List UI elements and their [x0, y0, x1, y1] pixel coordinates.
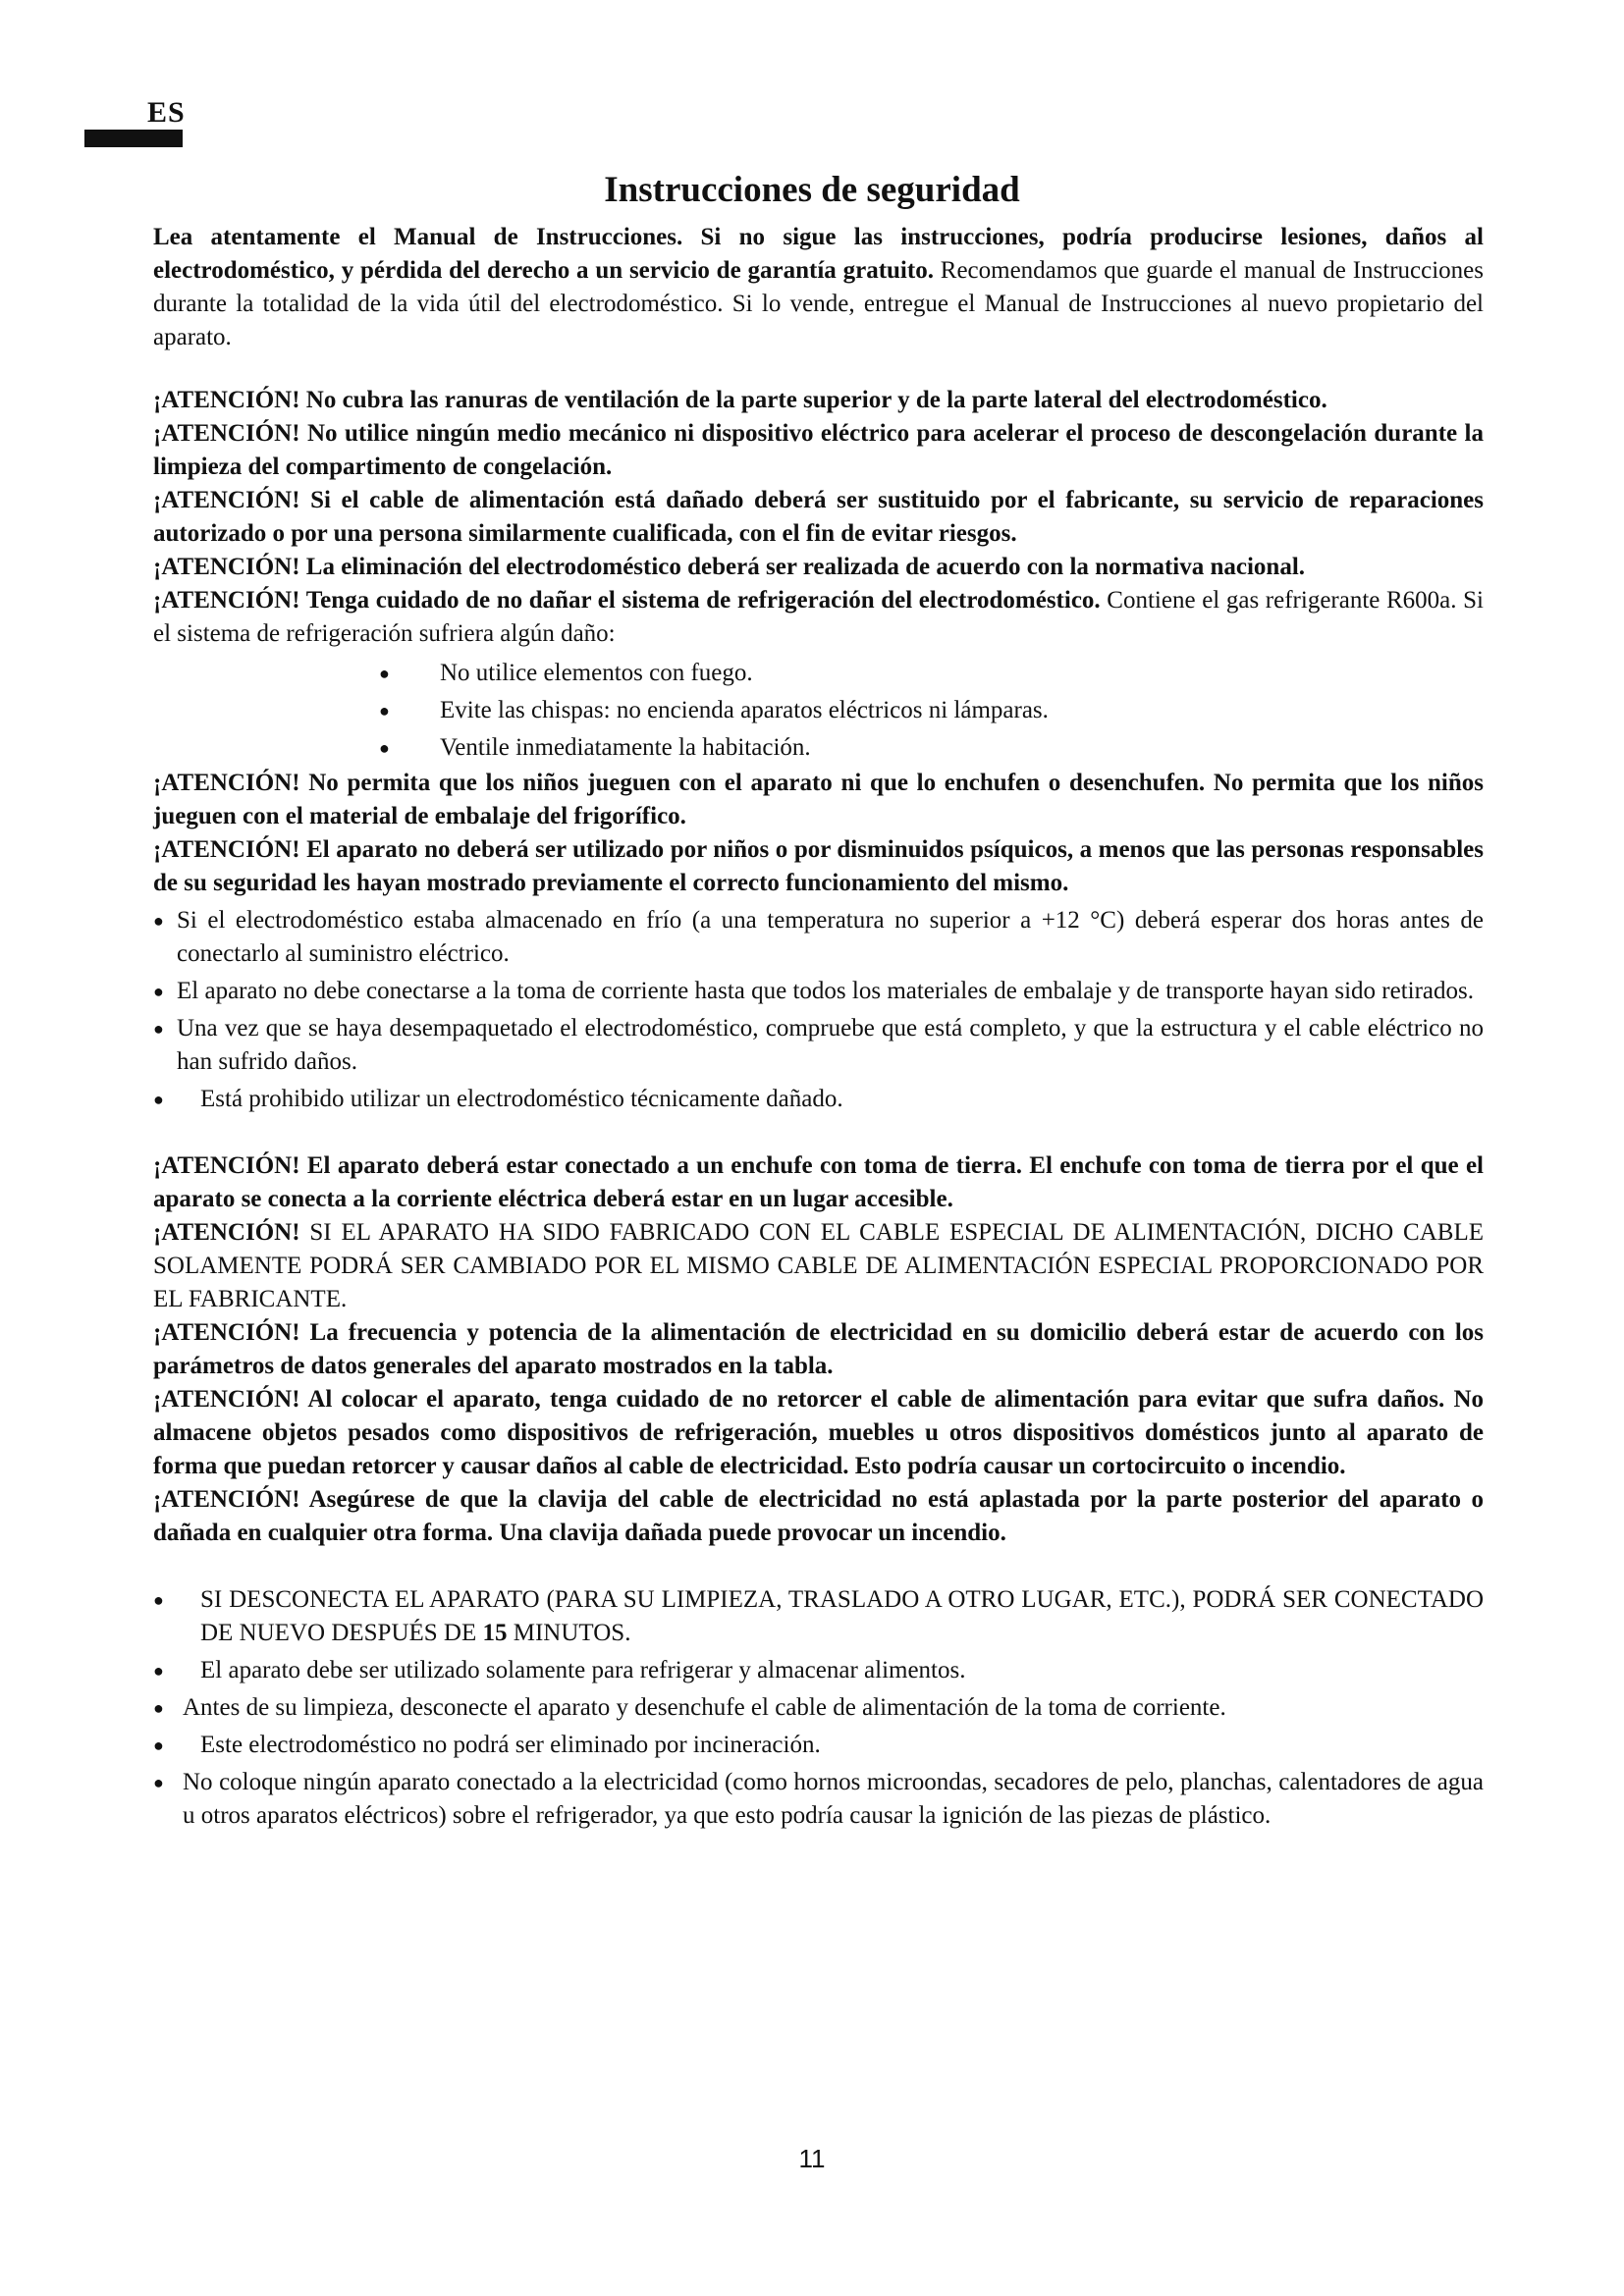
- attention-label: ¡ATENCIÓN!: [153, 487, 300, 513]
- warning-12: [153, 1483, 1484, 1550]
- attention-label: ¡ATENCIÓN!: [153, 836, 300, 863]
- warning-text: La eliminación del electrodoméstico deberá ser realizada de acuerdo con la normativa nacional.: [299, 554, 1306, 580]
- reconnect-unit: MINUTOS.: [507, 1620, 631, 1646]
- warning-8: [153, 1149, 1484, 1216]
- attention-label: ¡ATENCIÓN!: [153, 1319, 300, 1346]
- reconnect-text: SI DESCONECTA EL APARATO (PARA SU LIMPIEZA, TRASLADO A OTRO LUGAR, ETC.), PODRÁ SER CONECTADO DE NUEVO DESPUÉS DE: [200, 1586, 1484, 1646]
- list-item: ● No utilice elementos con fuego.: [379, 655, 1484, 692]
- language-bar: [84, 130, 183, 147]
- intro-bold: Lea atentamente el Manual de Instrucciones. Si no sigue las instrucciones, podría producirse lesiones, daños al electrodoméstico, y pérdida del derecho a un servicio de garantía gratuito.: [153, 224, 1484, 284]
- warning-text: No cubra las ranuras de ventilación de la parte superior y de la parte lateral del electrodoméstico.: [299, 387, 1327, 413]
- language-code: ES: [147, 96, 186, 129]
- warning-2: [153, 417, 1484, 484]
- warning-6: [153, 767, 1484, 833]
- usage-bullets: [153, 1583, 1484, 1833]
- attention-label: ¡ATENCIÓN!: [153, 1486, 300, 1513]
- list-item: ● Está prohibido utilizar un electrodoméstico técnicamente dañado.: [153, 1083, 1484, 1116]
- warning-text: Asegúrese de que la clavija del cable de electricidad no está aplastada por la parte posterior del aparato o dañada en cualquier otra forma. Una clavija dañada puede provocar un incendio.: [153, 1486, 1484, 1546]
- warning-text: Si el cable de alimentación está dañado deberá ser sustituido por el fabricante, su servicio de reparaciones autorizado o por una persona similarmente cualificada, con el fin de evitar riesgos.: [153, 487, 1484, 547]
- fire-safety-list: [153, 655, 1484, 767]
- warning-text-normal: Contiene el gas refrigerante R600a. Si el sistema de refrigeración sufriera algún daño:: [153, 587, 1484, 647]
- page-number: 11: [798, 2144, 826, 2173]
- warning-text: No permita que los niños jueguen con el aparato ni que lo enchufen o desenchufen. No permita que los niños jueguen con el material de embalaje del frigorífico.: [153, 770, 1484, 829]
- list-item: ● Este electrodoméstico no podrá ser eliminado por incineración.: [153, 1729, 1484, 1762]
- spacer: [153, 1120, 1484, 1149]
- document-body: [153, 221, 1484, 1837]
- spacer: [153, 1550, 1484, 1579]
- warning-3: [153, 484, 1484, 551]
- warning-10: [153, 1316, 1484, 1383]
- attention-label: ¡ATENCIÓN!: [153, 387, 300, 413]
- attention-label: ¡ATENCIÓN!: [153, 420, 300, 447]
- warning-text: El aparato no deberá ser utilizado por niños o por disminuidos psíquicos, a menos que las personas responsables de su seguridad les hayan mostrado previamente el correcto funcionamiento del mismo.: [153, 836, 1484, 896]
- warning-text: El aparato deberá estar conectado a un enchufe con toma de tierra. El enchufe con toma de tierra por el que el aparato se conecta a la corriente eléctrica deberá estar en un lugar accesible.: [153, 1152, 1484, 1212]
- attention-label: ¡ATENCIÓN!: [153, 1152, 300, 1179]
- warning-text: SI EL APARATO HA SIDO FABRICADO CON EL CABLE ESPECIAL DE ALIMENTACIÓN, DICHO CABLE SOLAMENTE PODRÁ SER CAMBIADO POR EL MISMO CABLE DE ALIMENTACIÓN ESPECIAL PROPORCIONADO POR EL FABRICANTE.: [153, 1219, 1484, 1312]
- attention-label: ¡ATENCIÓN!: [153, 1386, 300, 1413]
- warning-text: Al colocar el aparato, tenga cuidado de no retorcer el cable de alimentación para evitar que sufra daños. No almacene objetos pesados como dispositivos de refrigeración, muebles u otros dispositivos domésticos junto al aparato de forma que puedan retorcer y causar daños al cable de electricidad. Esto podría causar un cortocircuito o incendio.: [153, 1386, 1484, 1479]
- list-item: ● Evite las chispas: no encienda aparatos eléctricos ni lámparas.: [379, 692, 1484, 729]
- warning-1: [153, 384, 1484, 417]
- warning-text: La frecuencia y potencia de la alimentación de electricidad en su domicilio deberá estar de acuerdo con los parámetros de datos generales del aparato mostrados en la tabla.: [153, 1319, 1484, 1379]
- warning-text: Tenga cuidado de no dañar el sistema de refrigeración del electrodoméstico.: [299, 587, 1101, 614]
- warning-9: [153, 1216, 1484, 1316]
- intro-normal: Recomendamos que guarde el manual de Instrucciones durante la totalidad de la vida útil del electrodoméstico. Si lo vende, entregue el Manual de Instrucciones al nuevo propietario del aparato.: [153, 257, 1484, 350]
- attention-label: ¡ATENCIÓN!: [153, 554, 300, 580]
- page-title: Instrucciones de seguridad: [604, 170, 1020, 210]
- list-item: ● Una vez que se haya desempaquetado el electrodoméstico, compruebe que está completo, y que la estructura y el cable eléctrico no han sufrido daños.: [153, 1012, 1484, 1079]
- attention-label: ¡ATENCIÓN!: [153, 1219, 300, 1246]
- spacer: [153, 354, 1484, 384]
- warning-11: [153, 1383, 1484, 1483]
- list-item: ● Antes de su limpieza, desconecte el aparato y desenchufe el cable de alimentación de la toma de corriente.: [153, 1691, 1484, 1725]
- attention-label: ¡ATENCIÓN!: [153, 587, 300, 614]
- list-item: ● El aparato debe ser utilizado solamente para refrigerar y almacenar alimentos.: [153, 1654, 1484, 1687]
- list-item: ● Si el electrodoméstico estaba almacenado en frío (a una temperatura no superior a +12 °C) deberá esperar dos horas antes de conectarlo al suministro eléctrico.: [153, 904, 1484, 971]
- warning-7: [153, 833, 1484, 900]
- warning-text: No utilice ningún medio mecánico ni dispositivo eléctrico para acelerar el proceso de descongelación durante la limpieza del compartimento de congelación.: [153, 420, 1484, 480]
- list-item: ● El aparato no debe conectarse a la toma de corriente hasta que todos los materiales de embalaje y de transporte hayan sido retirados.: [153, 975, 1484, 1008]
- reconnect-minutes: 15: [482, 1620, 508, 1646]
- intro-paragraph: [153, 221, 1484, 354]
- warning-4: [153, 551, 1484, 584]
- list-item: ● Ventile inmediatamente la habitación.: [379, 729, 1484, 767]
- installation-bullets: [153, 904, 1484, 1116]
- list-item: [153, 1583, 1484, 1650]
- list-item: ● No coloque ningún aparato conectado a la electricidad (como hornos microondas, secadores de pelo, planchas, calentadores de agua u otros aparatos eléctricos) sobre el refrigerador, ya que esto podría causar la ignición de las piezas de plástico.: [153, 1766, 1484, 1833]
- warning-5: [153, 584, 1484, 651]
- attention-label: ¡ATENCIÓN!: [153, 770, 300, 796]
